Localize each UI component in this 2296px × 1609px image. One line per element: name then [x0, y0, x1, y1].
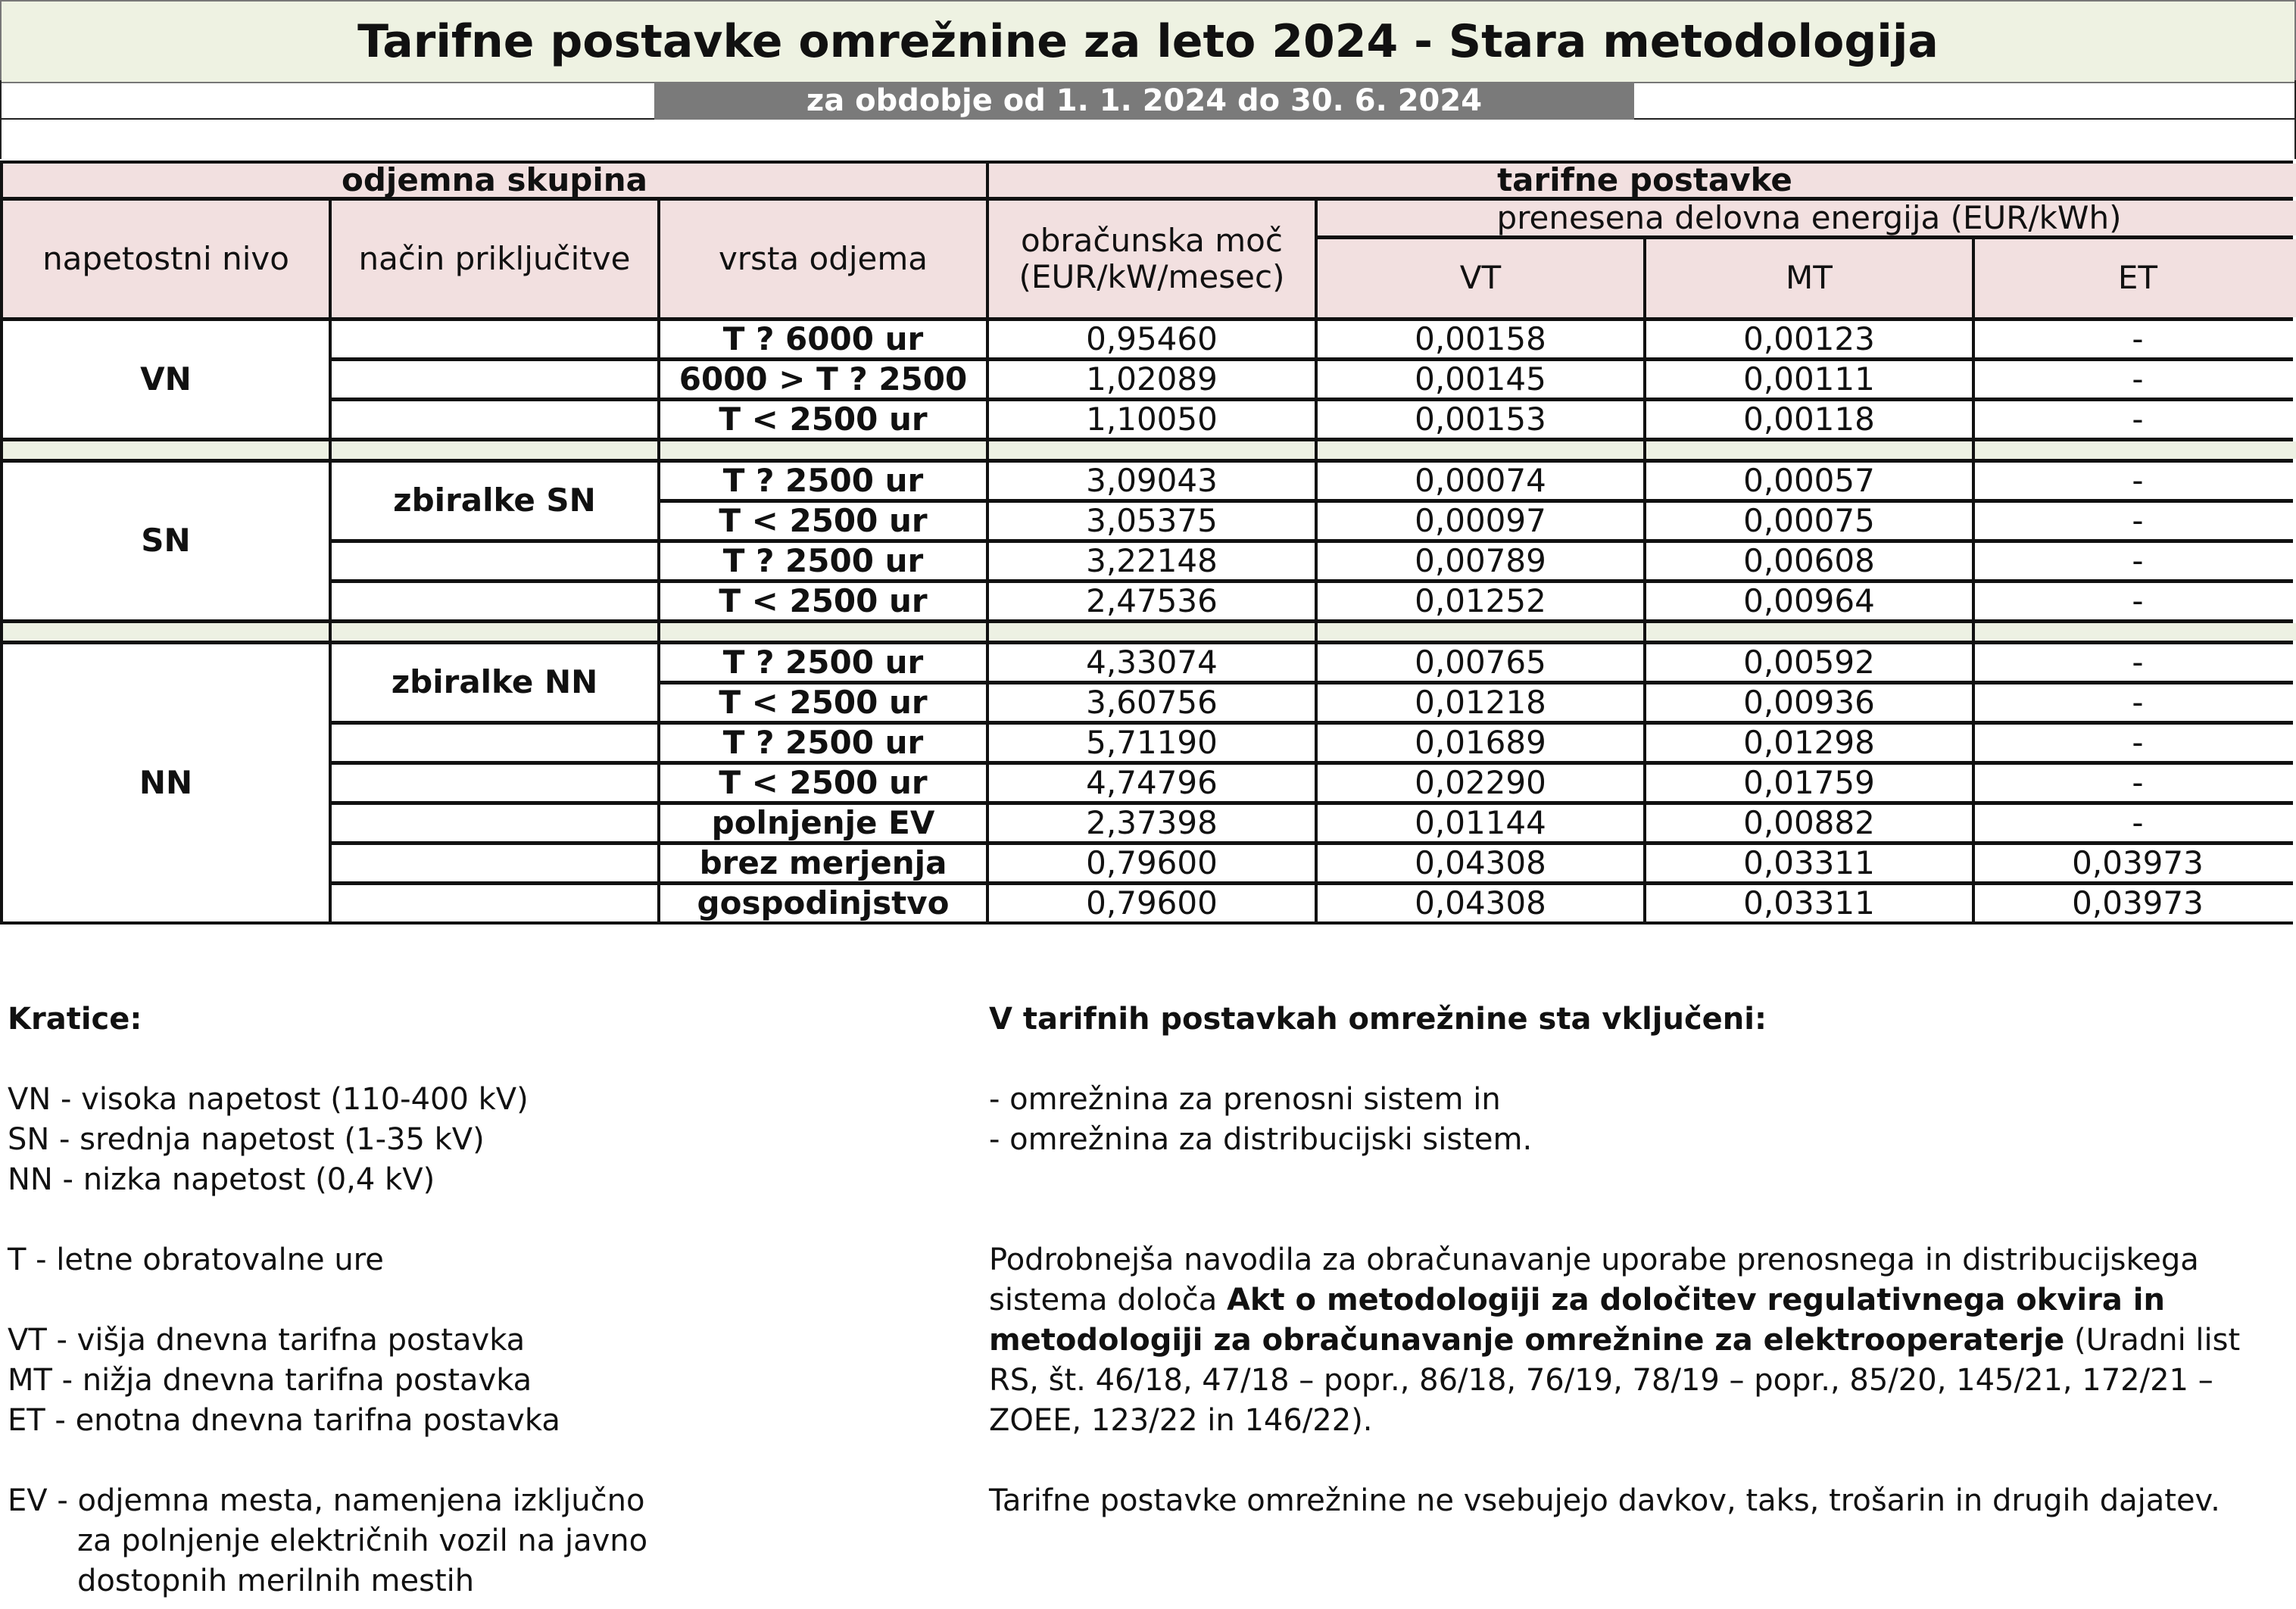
- connection-cell: [332, 725, 657, 761]
- info-item-prenosni: - omrežnina za prenosni sistem in: [989, 1082, 1501, 1117]
- separator-cell: [3, 441, 329, 459]
- cell-et: -: [1975, 765, 2296, 801]
- cell-vt: 0,00153: [1318, 401, 1643, 438]
- cell-mt: 0,01298: [1646, 725, 1972, 761]
- col-header-et: ET: [1975, 239, 2296, 317]
- cell-vt: 0,00074: [1318, 463, 1643, 499]
- level-sn: SN: [3, 463, 329, 619]
- cell-vrsta: polnjenje EV: [660, 805, 986, 841]
- col-header-vt: VT: [1318, 239, 1643, 317]
- cell-vt: 0,02290: [1318, 765, 1643, 801]
- cell-vrsta: T < 2500 ur: [660, 503, 986, 539]
- connection-cell: [332, 361, 657, 398]
- abbr-ev-line-3: dostopnih merilnih mestih: [77, 1564, 475, 1598]
- cell-et: -: [1975, 583, 2296, 619]
- cell-moc: 3,09043: [989, 463, 1315, 499]
- abbr-ev-line-2: za polnjenje električnih vozil na javno: [77, 1523, 648, 1558]
- cell-et: -: [1975, 684, 2296, 721]
- cell-mt: 0,00882: [1646, 805, 1972, 841]
- cell-moc: 3,22148: [989, 543, 1315, 579]
- cell-moc: 1,10050: [989, 401, 1315, 438]
- cell-et: -: [1975, 503, 2296, 539]
- cell-et: -: [1975, 401, 2296, 438]
- connection-zbiralke-sn: zbiralke SN: [332, 463, 657, 539]
- cell-vrsta: 6000 > T ? 2500: [660, 361, 986, 398]
- connection-cell: [332, 845, 657, 881]
- cell-et: -: [1975, 321, 2296, 357]
- col-header-moc: obračunska moč (EUR/kW/mesec): [989, 201, 1315, 317]
- cell-vt: 0,00789: [1318, 543, 1643, 579]
- cell-vt: 0,00145: [1318, 361, 1643, 398]
- cell-vt: 0,04308: [1318, 845, 1643, 881]
- cell-mt: 0,00118: [1646, 401, 1972, 438]
- page-title: Tarifne postavke omrežnine za leto 2024 - Stara metodologija: [0, 0, 2296, 83]
- connection-cell: [332, 583, 657, 619]
- cell-mt: 0,01759: [1646, 765, 1972, 801]
- connection-cell: [332, 543, 657, 579]
- group-header-odjemna: odjemna skupina: [3, 164, 986, 197]
- separator-cell: [989, 623, 1315, 641]
- abbr-ev: EV - odjemna mesta, namenjena izključno: [8, 1483, 645, 1518]
- separator-cell: [1646, 623, 1972, 641]
- cell-mt: 0,00964: [1646, 583, 1972, 619]
- spacer-row: [0, 120, 2296, 159]
- cell-mt: 0,03311: [1646, 885, 1972, 921]
- col-header-nacin: način priključitve: [332, 201, 657, 317]
- period-label: za obdobje od 1. 1. 2024 do 30. 6. 2024: [654, 82, 1634, 120]
- cell-vt: 0,01689: [1318, 725, 1643, 761]
- cell-et: -: [1975, 463, 2296, 499]
- cell-mt: 0,00608: [1646, 543, 1972, 579]
- connection-cell: [332, 321, 657, 357]
- cell-vt: 0,01144: [1318, 805, 1643, 841]
- info-paragraph-ref: (Uradni list RS, št. 46/18, 47/18 – popr., 86/18, 76/19, 78/19 – popr., 85/20, 145/21, 172/21 – ZOEE, 123/22 in 146/22).: [989, 1323, 2241, 1438]
- cell-vrsta: T ? 2500 ur: [660, 644, 986, 681]
- abbr-vt: VT - višja dnevna tarifna postavka: [8, 1323, 526, 1358]
- cell-et: 0,03973: [1975, 885, 2296, 921]
- info-heading: V tarifnih postavkah omrežnine sta vključeni:: [989, 1002, 1767, 1037]
- info-item-distribucijski: - omrežnina za distribucijski sistem.: [989, 1122, 1533, 1157]
- cell-et: -: [1975, 805, 2296, 841]
- cell-moc: 0,95460: [989, 321, 1315, 357]
- connection-cell: [332, 805, 657, 841]
- cell-moc: 3,05375: [989, 503, 1315, 539]
- cell-moc: 2,47536: [989, 583, 1315, 619]
- cell-et: -: [1975, 361, 2296, 398]
- cell-moc: 4,33074: [989, 644, 1315, 681]
- cell-mt: 0,00123: [1646, 321, 1972, 357]
- cell-et: -: [1975, 543, 2296, 579]
- connection-cell: [332, 401, 657, 438]
- cell-et: 0,03973: [1975, 845, 2296, 881]
- separator-cell: [1975, 623, 2296, 641]
- info-paragraph-act: Akt o metodologiji za določitev regulativnega okvira in metodologiji za obračunavanje omrežnine za elektrooperaterje: [989, 1283, 2165, 1358]
- cell-moc: 3,60756: [989, 684, 1315, 721]
- cell-vrsta: T ? 2500 ur: [660, 725, 986, 761]
- info-paragraph: [989, 1240, 2276, 1441]
- cell-mt: 0,00057: [1646, 463, 1972, 499]
- separator-cell: [989, 441, 1315, 459]
- tariff-table: [0, 161, 2293, 925]
- info-panel: [989, 999, 2276, 1521]
- separator-cell: [332, 441, 657, 459]
- cell-vrsta: gospodinjstvo: [660, 885, 986, 921]
- level-vn: VN: [3, 321, 329, 438]
- cell-mt: 0,00936: [1646, 684, 1972, 721]
- col-header-mt: MT: [1646, 239, 1972, 317]
- cell-vt: 0,00097: [1318, 503, 1643, 539]
- col-header-energija: prenesena delovna energija (EUR/kWh): [1318, 201, 2296, 235]
- abbr-sn: SN - srednja napetost (1-35 kV): [8, 1122, 485, 1157]
- col-header-napetostni: napetostni nivo: [3, 201, 329, 317]
- cell-moc: 5,71190: [989, 725, 1315, 761]
- connection-cell: [332, 885, 657, 921]
- cell-mt: 0,03311: [1646, 845, 1972, 881]
- group-header-tarifne: tarifne postavke: [989, 164, 2296, 197]
- cell-mt: 0,00075: [1646, 503, 1972, 539]
- separator-cell: [1318, 441, 1643, 459]
- cell-vt: 0,01218: [1318, 684, 1643, 721]
- separator-cell: [3, 623, 329, 641]
- cell-vt: 0,00158: [1318, 321, 1643, 357]
- abbr-t: T - letne obratovalne ure: [8, 1243, 384, 1277]
- cell-vt: 0,00765: [1318, 644, 1643, 681]
- separator-cell: [660, 441, 986, 459]
- abbr-vn: VN - visoka napetost (110-400 kV): [8, 1082, 529, 1117]
- cell-moc: 4,74796: [989, 765, 1315, 801]
- separator-cell: [1975, 441, 2296, 459]
- connection-cell: [332, 765, 657, 801]
- cell-vrsta: T < 2500 ur: [660, 684, 986, 721]
- cell-vrsta: T ? 6000 ur: [660, 321, 986, 357]
- separator-cell: [1646, 441, 1972, 459]
- abbreviations-panel: [8, 999, 947, 1601]
- cell-vrsta: T < 2500 ur: [660, 401, 986, 438]
- separator-cell: [332, 623, 657, 641]
- separator-cell: [1318, 623, 1643, 641]
- separator-cell: [660, 623, 986, 641]
- cell-moc: 0,79600: [989, 885, 1315, 921]
- cell-vrsta: T ? 2500 ur: [660, 463, 986, 499]
- info-taxes-note: Tarifne postavke omrežnine ne vsebujejo davkov, taks, trošarin in drugih dajatev.: [989, 1483, 2220, 1518]
- cell-vrsta: brez merjenja: [660, 845, 986, 881]
- abbr-nn: NN - nizka napetost (0,4 kV): [8, 1162, 435, 1197]
- cell-moc: 2,37398: [989, 805, 1315, 841]
- abbr-mt: MT - nižja dnevna tarifna postavka: [8, 1363, 532, 1398]
- abbr-et: ET - enotna dnevna tarifna postavka: [8, 1403, 560, 1438]
- cell-vrsta: T < 2500 ur: [660, 583, 986, 619]
- cell-moc: 1,02089: [989, 361, 1315, 398]
- level-nn: NN: [3, 644, 329, 921]
- cell-vrsta: T < 2500 ur: [660, 765, 986, 801]
- col-header-vrsta: vrsta odjema: [660, 201, 986, 317]
- abbreviations-heading: Kratice:: [8, 1002, 142, 1037]
- cell-et: -: [1975, 644, 2296, 681]
- cell-moc: 0,79600: [989, 845, 1315, 881]
- cell-vrsta: T ? 2500 ur: [660, 543, 986, 579]
- info-paragraph-intro: Podrobnejša navodila za obračunavanje uporabe prenosnega in distribucijskega sistema določa: [989, 1243, 2199, 1317]
- cell-et: -: [1975, 725, 2296, 761]
- cell-vt: 0,04308: [1318, 885, 1643, 921]
- cell-mt: 0,00111: [1646, 361, 1972, 398]
- cell-vt: 0,01252: [1318, 583, 1643, 619]
- cell-mt: 0,00592: [1646, 644, 1972, 681]
- connection-zbiralke-nn: zbiralke NN: [332, 644, 657, 721]
